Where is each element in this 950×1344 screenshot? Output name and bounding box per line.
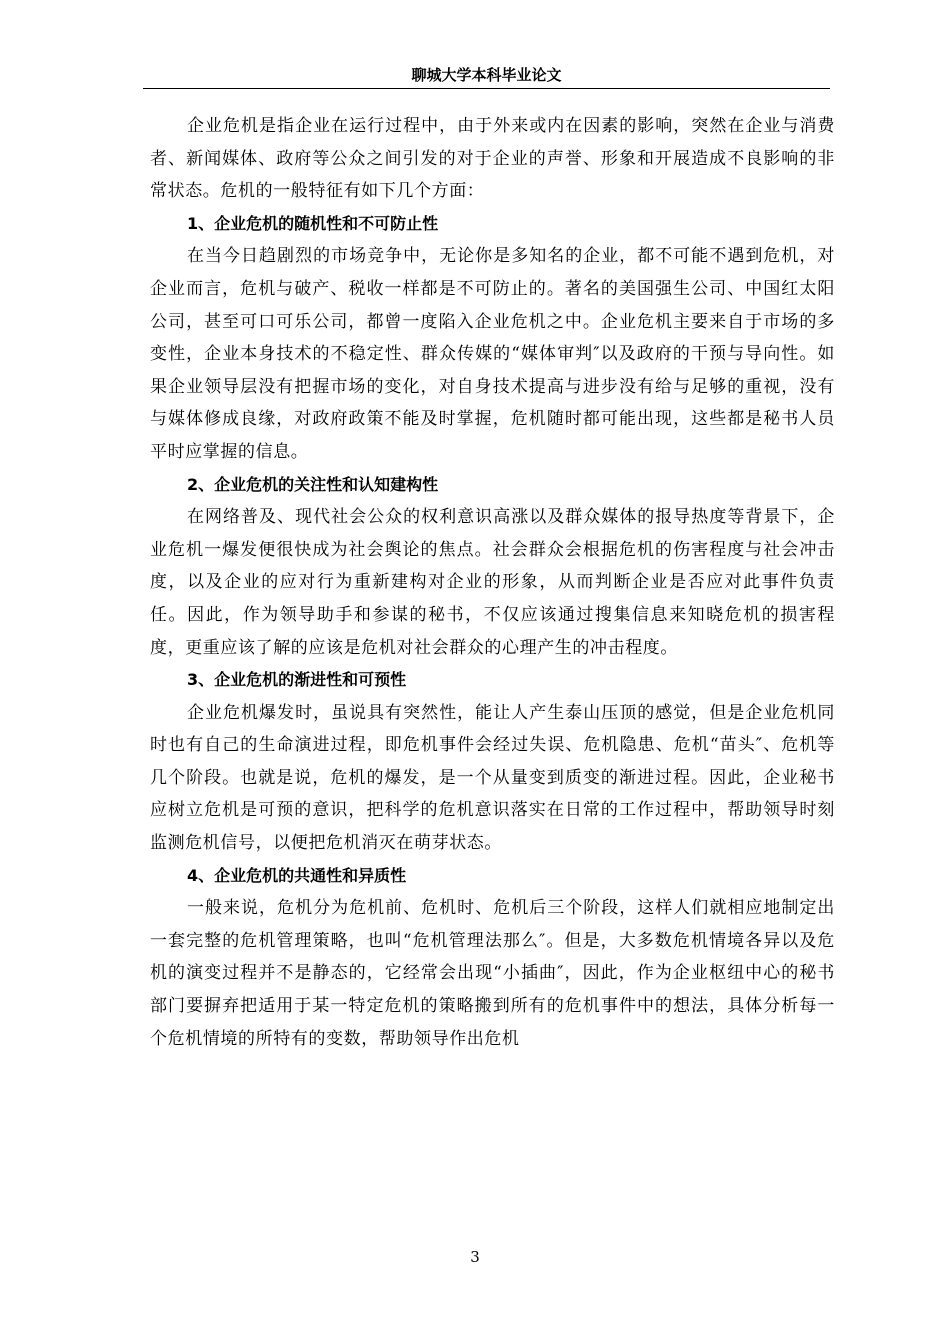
section-heading: 4、企业危机的共通性和异质性 [187,865,407,885]
section-paragraph: 在网络普及、现代社会公众的权利意识高涨以及群众媒体的报导热度等背景下，企业危机一爆发便很快成为社会舆论的焦点。社会群众会根据危机的伤害程度与社会冲击度，以及企业的应对行为重新建构对企业的形象，从而判断企业是否应对此事件负责任。因此，作为领导助手和参谋的秘书，不仅应该通过搜集信息来知晓危机的损害程度，更重应该了解的应该是危机对社会群众的心理产生的冲击程度。 [150,507,835,658]
section-1 [150,208,835,469]
section-heading: 1、企业危机的随机性和不可防止性 [187,213,439,233]
page-header-title: 聊城大学本科毕业论文 [411,66,562,84]
section-paragraph: 企业危机爆发时，虽说具有突然性，能让人产生泰山压顶的感觉，但是企业危机同时也有自己的生命演进过程，即危机事件会经过失误、危机隐患、危机“苗头″、危机等几个阶段。也就是说，危机的爆发，是一个从量变到质变的渐进过程。因此，企业秘书应树立危机是可预的意识，把科学的危机意识落实在日常的工作过程中，帮助领导时刻监测危机信号，以便把危机消灭在萌芽状态。 [150,702,835,854]
section-paragraph: 一般来说，危机分为危机前、危机时、危机后三个阶段，这样人们就相应地制定出一套完整的危机管理策略，也叫“危机管理法那么″。但是，大多数危机情境各异以及危机的演变过程并不是静态的，它经常会出现“小插曲″，因此，作为企业枢纽中心的秘书部门要摒弃把适用于某一特定危机的策略搬到所有的危机事件中的想法，具体分析每一个危机情境的所特有的变数，帮助领导作出危机 [150,898,835,1049]
section-3 [150,664,835,860]
section-paragraph: 在当今日趋剧烈的市场竞争中，无论你是多知名的企业，都不可能不遇到危机，对企业而言，危机与破产、税收一样都是不可防止的。著名的美国强生公司、中国红太阳公司，甚至可口可乐公司，都曾一度陷入企业危机之中。企业危机主要来自于市场的多变性，企业本身技术的不稳定性、群众传媒的“媒体审判″以及政府的干预与导向性。如果企业领导层没有把握市场的变化，对自身技术提高与进步没有给与足够的重视，没有与媒体修成良缘，对政府政策不能及时掌握，危机随时都可能出现，这些都是秘书人员平时应掌握的信息。 [150,246,835,462]
intro-paragraph: 企业危机是指企业在运行过程中，由于外来或内在因素的影响，突然在企业与消费者、新闻媒体、政府等公众之间引发的对于企业的声誉、形象和开展造成不良影响的非常状态。危机的一般特征有如下几个方面： [150,116,835,202]
header-divider [143,88,830,89]
section-heading: 2、企业危机的关注性和认知建构性 [187,474,439,494]
section-2 [150,469,835,665]
page-number: 3 [470,1248,480,1266]
body-content [150,110,835,1055]
section-4 [150,860,835,1056]
section-heading: 3、企业危机的渐进性和可预性 [187,670,407,690]
